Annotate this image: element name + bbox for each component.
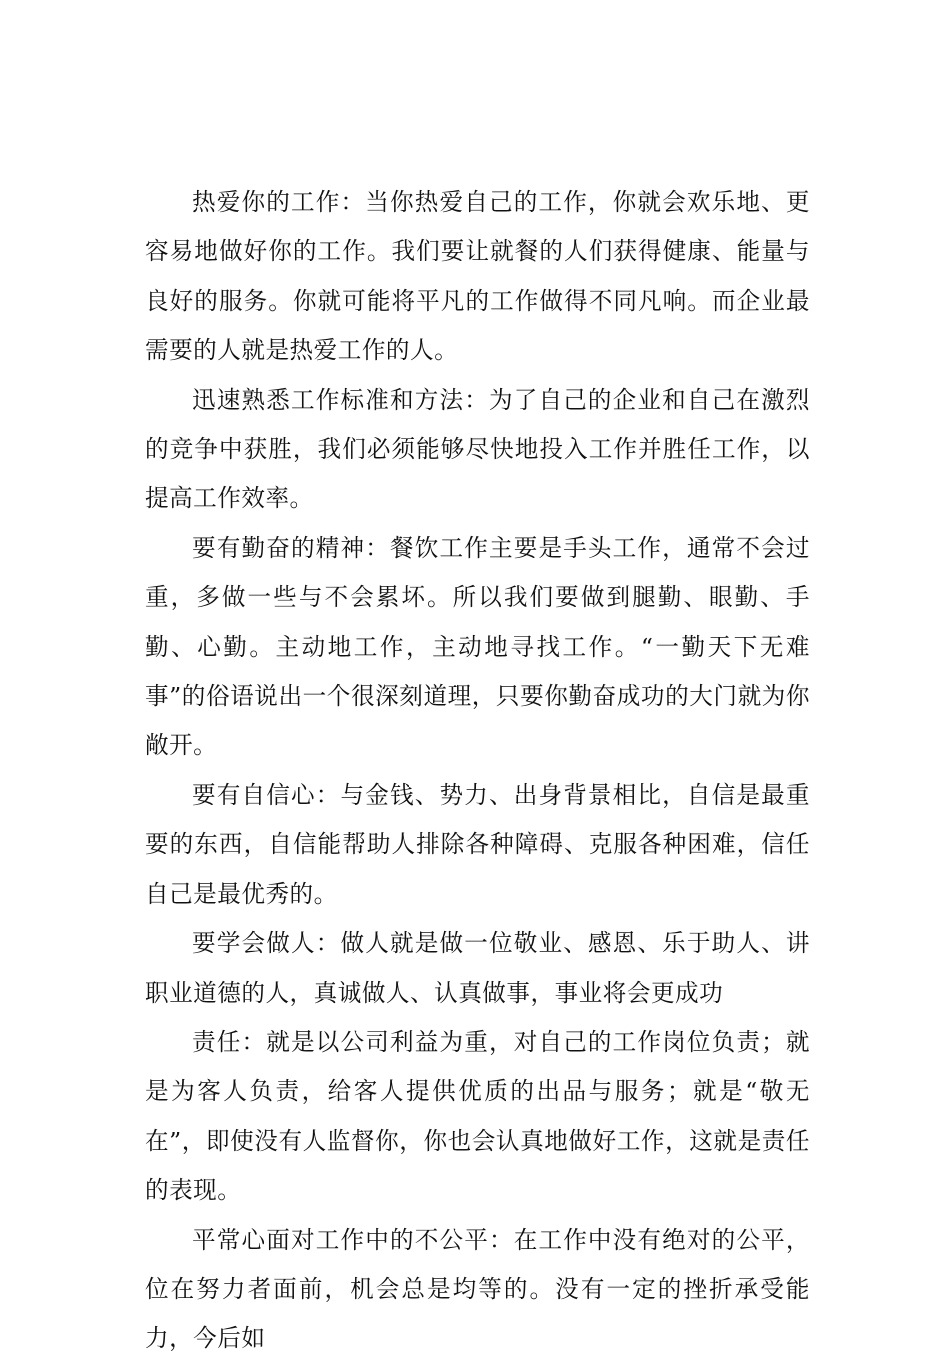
paragraph-confidence: 要有自信心：与金钱、势力、出身背景相比，自信是最重要的东西，自信能帮助人排除各种障碍、克服各种困难，信任自己是最优秀的。 — [145, 780, 810, 908]
paragraph-diligence: 要有勤奋的精神：餐饮工作主要是手头工作，通常不会过重，多做一些与不会累坏。所以我们要做到腿勤、眼勤、手勤、心勤。主动地工作，主动地寻找工作。“一勤天下无难事”的俗语说出一个很深刻道理，只要你勤奋成功的大门就为你敞开。 — [145, 533, 810, 760]
paragraph-love-your-work: 热爱你的工作：当你热爱自己的工作，你就会欢乐地、更容易地做好你的工作。我们要让就餐的人们获得健康、能量与良好的服务。你就可能将平凡的工作做得不同凡响。而企业最需要的人就是热爱工作的人。 — [145, 188, 810, 365]
document-body — [145, 178, 810, 1364]
paragraph-learn-standards: 迅速熟悉工作标准和方法：为了自己的企业和自己在激烈的竞争中获胜，我们必须能够尽快地投入工作并胜任工作，以提高工作效率。 — [145, 385, 810, 513]
paragraph-conduct: 要学会做人：做人就是做一位敬业、感恩、乐于助人、讲职业道德的人，真诚做人、认真做事，事业将会更成功 — [145, 929, 810, 1007]
paragraph-responsibility: 责任：就是以公司利益为重，对自己的工作岗位负责；就是为客人负责，给客人提供优质的出品与服务；就是“敬无在”，即使没有人监督你，你也会认真地做好工作，这就是责任的表现。 — [145, 1027, 810, 1205]
paragraph-fairness: 平常心面对工作中的不公平：在工作中没有绝对的公平，位在努力者面前，机会总是均等的。没有一定的挫折承受能力，今后如 — [145, 1225, 810, 1353]
